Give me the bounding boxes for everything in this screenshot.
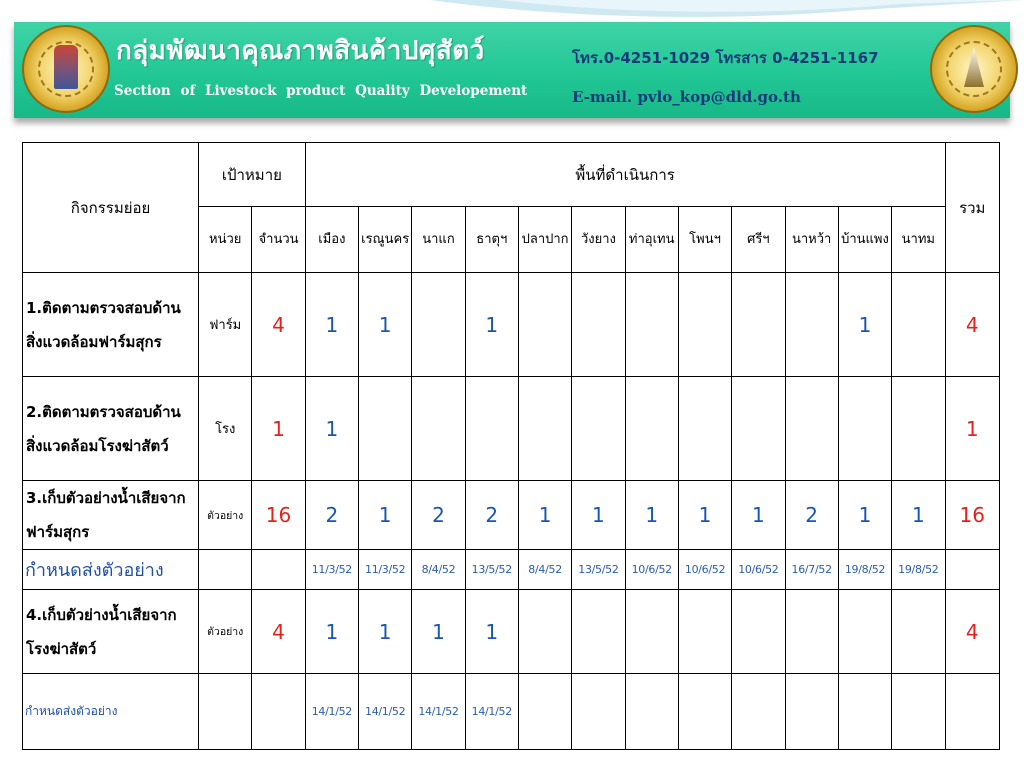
activity-cell: 1.ติดตามตรวจสอบด้าน สิ่งแวดล้อมฟาร์มสุกร: [23, 273, 199, 377]
date-cell: 8/4/52: [412, 550, 465, 590]
district-cell: 2: [412, 481, 465, 550]
total-cell: 4: [945, 590, 999, 674]
district-cell: [732, 590, 785, 674]
district-cell: [838, 377, 891, 481]
district-cell: [892, 377, 945, 481]
district-cell: [625, 273, 678, 377]
header-district: โพนฯ: [678, 207, 731, 273]
amount-cell: 1: [252, 377, 305, 481]
table-row: [23, 481, 1000, 550]
district-cell: [572, 590, 625, 674]
district-cell: 1: [359, 273, 412, 377]
date-cell: 11/3/52: [359, 550, 412, 590]
district-cell: [412, 273, 465, 377]
district-cell: 1: [305, 590, 358, 674]
top-decoration: [0, 0, 1024, 24]
date-cell: [892, 674, 945, 750]
table-row: [23, 550, 1000, 590]
date-cell: [625, 674, 678, 750]
district-cell: 2: [465, 481, 518, 550]
district-cell: 1: [838, 481, 891, 550]
district-cell: 2: [305, 481, 358, 550]
district-cell: [732, 377, 785, 481]
header-banner: [14, 22, 1010, 118]
header-district: นาหว้า: [785, 207, 838, 273]
header-district: ปลาปาก: [518, 207, 571, 273]
district-cell: 1: [359, 481, 412, 550]
header-district: ธาตุฯ: [465, 207, 518, 273]
stupa-emblem-icon: [964, 47, 984, 87]
district-cell: 1: [892, 481, 945, 550]
date-cell: 10/6/52: [625, 550, 678, 590]
amount-cell: 16: [252, 481, 305, 550]
date-cell: 19/8/52: [838, 550, 891, 590]
district-cell: [518, 273, 571, 377]
activity-table: [22, 142, 1000, 750]
table-row: [23, 674, 1000, 750]
amount-cell: [252, 674, 305, 750]
district-cell: 1: [625, 481, 678, 550]
amount-cell: 4: [252, 590, 305, 674]
header-district: เรณูนคร: [359, 207, 412, 273]
date-cell: 14/1/52: [412, 674, 465, 750]
date-cell: 10/6/52: [732, 550, 785, 590]
district-cell: 1: [465, 273, 518, 377]
district-cell: 1: [572, 481, 625, 550]
district-cell: [678, 273, 731, 377]
table-row: [23, 377, 1000, 481]
district-cell: [678, 590, 731, 674]
unit-cell: [199, 550, 252, 590]
unit-cell: ตัวอย่าง: [199, 481, 252, 550]
date-cell: 14/1/52: [305, 674, 358, 750]
date-cell: 13/5/52: [465, 550, 518, 590]
district-cell: [465, 377, 518, 481]
district-cell: [572, 377, 625, 481]
date-cell: 8/4/52: [518, 550, 571, 590]
unit-cell: [199, 674, 252, 750]
district-cell: 1: [465, 590, 518, 674]
header-district: นาทม: [892, 207, 945, 273]
district-cell: 1: [305, 273, 358, 377]
table-row: [23, 590, 1000, 674]
date-cell: [838, 674, 891, 750]
header-unit: หน่วย: [199, 207, 252, 273]
activity-cell: 2.ติดตามตรวจสอบด้าน สิ่งแวดล้อมโรงฆ่าสัตว์: [23, 377, 199, 481]
activity-cell: 4.เก็บตัวย่างน้ำเสียจากโรงฆ่าสัตว์: [23, 590, 199, 674]
header-area: พื้นที่ดำเนินการ: [305, 143, 945, 207]
deadline-label: กำหนดส่งตัวอย่าง: [23, 550, 199, 590]
header-district: วังยาง: [572, 207, 625, 273]
district-cell: [838, 590, 891, 674]
seal-emblem-icon: [54, 45, 78, 89]
header-total: รวม: [945, 143, 999, 273]
header-district: เมือง: [305, 207, 358, 273]
total-cell: 16: [945, 481, 999, 550]
district-cell: [785, 377, 838, 481]
unit-cell: โรง: [199, 377, 252, 481]
date-cell: 19/8/52: [892, 550, 945, 590]
provincial-seal-logo: [930, 25, 1018, 113]
district-cell: [359, 377, 412, 481]
district-cell: 1: [518, 481, 571, 550]
district-cell: 1: [838, 273, 891, 377]
district-cell: 1: [732, 481, 785, 550]
date-cell: [572, 674, 625, 750]
header-district: นาแก: [412, 207, 465, 273]
total-cell: [945, 674, 999, 750]
district-cell: [678, 377, 731, 481]
district-cell: 2: [785, 481, 838, 550]
district-cell: [892, 273, 945, 377]
contact-email: E-mail. pvlo_kop@dld.go.th: [572, 88, 801, 106]
header-title-english: Section of Livestock product Quality Developement: [114, 83, 528, 99]
date-cell: 14/1/52: [359, 674, 412, 750]
total-cell: 1: [945, 377, 999, 481]
deadline-label: กำหนดส่งตัวอย่าง: [23, 674, 199, 750]
header-district: ศรีฯ: [732, 207, 785, 273]
department-seal-logo: [22, 25, 110, 113]
header-district: ท่าอุเทน: [625, 207, 678, 273]
date-cell: [732, 674, 785, 750]
header-title-thai: กลุ่มพัฒนาคุณภาพสินค้าปศุสัตว์: [116, 36, 485, 66]
header-amount: จำนวน: [252, 207, 305, 273]
amount-cell: [252, 550, 305, 590]
table-row: [23, 273, 1000, 377]
district-cell: 1: [305, 377, 358, 481]
unit-cell: ฟาร์ม: [199, 273, 252, 377]
activity-cell: 3.เก็บตัวอย่างน้ำเสียจากฟาร์มสุกร: [23, 481, 199, 550]
district-cell: [785, 590, 838, 674]
total-cell: [945, 550, 999, 590]
district-cell: 1: [412, 590, 465, 674]
district-cell: 1: [678, 481, 731, 550]
date-cell: 13/5/52: [572, 550, 625, 590]
date-cell: 10/6/52: [678, 550, 731, 590]
amount-cell: 4: [252, 273, 305, 377]
district-cell: [892, 590, 945, 674]
district-cell: [732, 273, 785, 377]
date-cell: [785, 674, 838, 750]
district-cell: [518, 377, 571, 481]
total-cell: 4: [945, 273, 999, 377]
district-cell: [625, 377, 678, 481]
date-cell: 14/1/52: [465, 674, 518, 750]
contact-phone: โทร.0-4251-1029 โทรสาร 0-4251-1167: [572, 49, 879, 67]
header-activity: กิจกรรมย่อย: [23, 143, 199, 273]
date-cell: 16/7/52: [785, 550, 838, 590]
date-cell: [518, 674, 571, 750]
date-cell: 11/3/52: [305, 550, 358, 590]
unit-cell: ตัวอย่าง: [199, 590, 252, 674]
district-cell: [625, 590, 678, 674]
header-target: เป้าหมาย: [199, 143, 306, 207]
district-cell: [412, 377, 465, 481]
district-cell: [518, 590, 571, 674]
date-cell: [678, 674, 731, 750]
district-cell: 1: [359, 590, 412, 674]
header-district: บ้านแพง: [838, 207, 891, 273]
district-cell: [785, 273, 838, 377]
district-cell: [572, 273, 625, 377]
